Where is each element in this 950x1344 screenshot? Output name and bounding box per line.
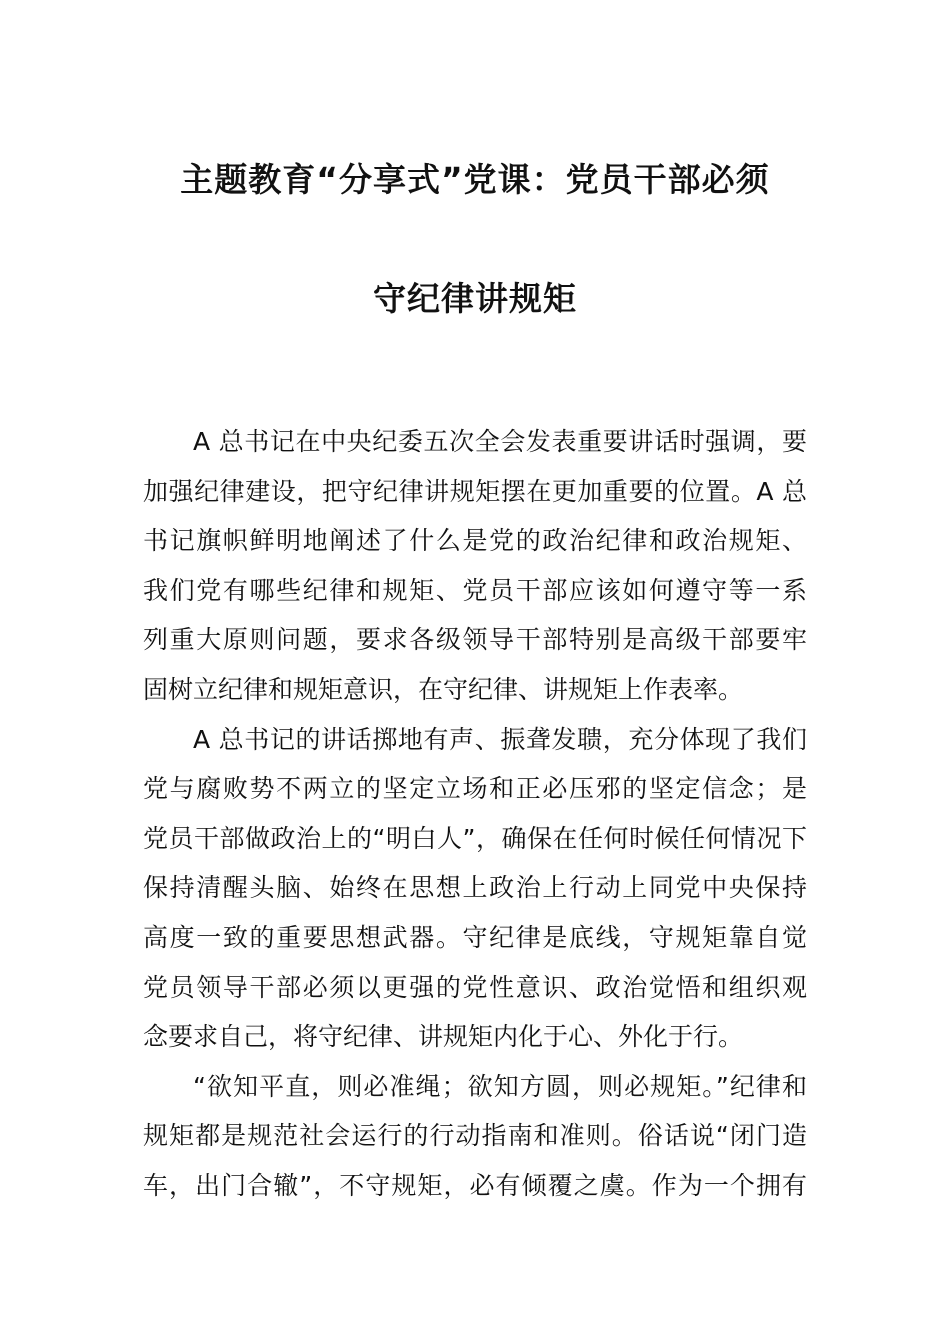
text-line: 车，出门合辙”，不守规矩，必有倾覆之虞。作为一个拥有 <box>143 1170 807 1200</box>
paragraph-3 <box>143 1062 807 1211</box>
document-title-line-1: 主题教育“分享式”党课：党员干部必须 <box>180 160 770 199</box>
text-line: 保持清醒头脑、始终在思想上政治上行动上同党中央保持 <box>143 873 807 903</box>
text-line: 加强纪律建设，把守纪律讲规矩摆在更加重要的位置。A 总 <box>143 476 807 506</box>
text-line: 党员领导干部必须以更强的党性意识、政治觉悟和组织观 <box>143 972 807 1002</box>
text-line: 高度一致的重要思想武器。守纪律是底线，守规矩靠自觉 <box>143 922 807 952</box>
text-line: “欲知平直，则必准绳；欲知方圆，则必规矩。”纪律和 <box>193 1071 807 1101</box>
paragraph-1 <box>143 417 807 715</box>
paragraph-2 <box>143 715 807 1062</box>
text-line: 念要求自己，将守纪律、讲规矩内化于心、外化于行。 <box>143 1022 744 1052</box>
text-line: 书记旗帜鲜明地阐述了什么是党的政治纪律和政治规矩、 <box>143 526 807 556</box>
document-title-line-2: 守纪律讲规矩 <box>373 279 577 318</box>
text-line: 我们党有哪些纪律和规矩、党员干部应该如何遵守等一系 <box>143 575 807 605</box>
text-line: 党与腐败势不两立的坚定立场和正必压邪的坚定信念；是 <box>143 774 807 804</box>
text-line: 规矩都是规范社会运行的行动指南和准则。俗话说“闭门造 <box>143 1121 807 1151</box>
text-line: 党员干部做政治上的“明白人”，确保在任何时候任何情况下 <box>143 823 807 853</box>
text-line: 固树立纪律和规矩意识，在守纪律、讲规矩上作表率。 <box>143 674 744 704</box>
text-line: A 总书记的讲话掷地有声、振聋发聩，充分体现了我们 <box>193 724 807 754</box>
text-line: A 总书记在中央纪委五次全会发表重要讲话时强调，要 <box>193 427 807 456</box>
text-line: 列重大原则问题，要求各级领导干部特别是高级干部要牢 <box>143 625 807 655</box>
document-body <box>143 417 807 1211</box>
